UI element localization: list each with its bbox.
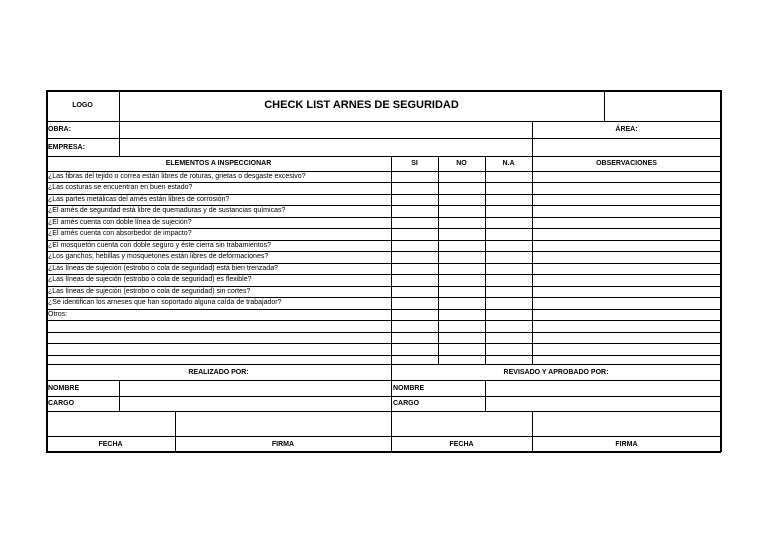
si-cell-13[interactable] — [391, 309, 438, 321]
column-header-no: NO — [456, 160, 467, 167]
observation-cell-13[interactable] — [532, 309, 721, 321]
observation-cell-1[interactable] — [532, 171, 721, 183]
area-label: ÁREA: — [615, 126, 638, 133]
item-text-7: ¿El mosquetón cuenta con doble seguro y éste cierra sin trabamientos? — [48, 242, 271, 250]
nombre-field-right[interactable] — [485, 380, 721, 396]
firma-label-left: FIRMA — [271, 440, 295, 448]
na-cell-6[interactable] — [485, 228, 532, 240]
no-cell-13[interactable] — [438, 309, 485, 321]
si-cell-4[interactable] — [391, 205, 438, 217]
obra-field[interactable] — [119, 121, 532, 138]
si-cell-6[interactable] — [391, 228, 438, 240]
na-cell-13[interactable] — [485, 309, 532, 321]
grid-line — [46, 343, 721, 344]
firma-label-right: FIRMA — [615, 440, 638, 448]
observation-cell-12[interactable] — [532, 297, 721, 309]
logo-placeholder: LOGO — [72, 102, 93, 109]
item-text-12: ¿Se identifican los arneses que han soportado alguna caída de trabajador? — [48, 299, 282, 307]
observation-cell-10[interactable] — [532, 274, 721, 286]
na-cell-9[interactable] — [485, 263, 532, 275]
item-text-2: ¿Las costuras se encuentran en buen estado? — [48, 184, 193, 192]
si-cell-2[interactable] — [391, 182, 438, 194]
observation-cell-5[interactable] — [532, 217, 721, 229]
observation-cell-11[interactable] — [532, 286, 721, 298]
si-cell-10[interactable] — [391, 274, 438, 286]
item-text-3: ¿Las partes metálicas del arnés están libres de corrosión? — [48, 196, 230, 204]
observation-cell-3[interactable] — [532, 194, 721, 206]
no-cell-6[interactable] — [438, 228, 485, 240]
nombre-field-left[interactable] — [119, 380, 391, 396]
no-cell-12[interactable] — [438, 297, 485, 309]
firma-box-left[interactable] — [175, 411, 391, 436]
fecha-box-right[interactable] — [391, 411, 532, 436]
si-cell-9[interactable] — [391, 263, 438, 275]
firma-box-right[interactable] — [532, 411, 721, 436]
item-text-1: ¿Las fibras del tejido o correa están libres de roturas, grietas o desgaste excesivo? — [48, 173, 306, 181]
empresa-field[interactable] — [119, 138, 532, 156]
observation-cell-7[interactable] — [532, 240, 721, 252]
item-text-10: ¿Las líneas de sujeción (estrobo o cola de seguridad) es flexible? — [48, 276, 252, 284]
no-cell-5[interactable] — [438, 217, 485, 229]
grid-line — [46, 332, 721, 333]
no-cell-2[interactable] — [438, 182, 485, 194]
no-cell-9[interactable] — [438, 263, 485, 275]
na-cell-3[interactable] — [485, 194, 532, 206]
na-cell-5[interactable] — [485, 217, 532, 229]
cargo-label-right: CARGO — [393, 400, 420, 407]
no-cell-1[interactable] — [438, 171, 485, 183]
column-header-si: SI — [411, 160, 418, 167]
na-cell-7[interactable] — [485, 240, 532, 252]
si-cell-1[interactable] — [391, 171, 438, 183]
nombre-label-left: NOMBRE — [48, 384, 80, 392]
column-header-na: N.A — [502, 160, 515, 167]
no-cell-4[interactable] — [438, 205, 485, 217]
no-cell-7[interactable] — [438, 240, 485, 252]
column-header-observations: OBSERVACIONES — [596, 160, 657, 167]
column-header-elements: ELEMENTOS A INSPECCIONAR — [165, 160, 272, 167]
si-cell-8[interactable] — [391, 251, 438, 263]
fecha-label-right: FECHA — [449, 440, 474, 448]
fecha-label-left: FECHA — [98, 440, 123, 448]
no-cell-10[interactable] — [438, 274, 485, 286]
item-text-11: ¿Las líneas de sujeción (estrobo o cola de seguridad) sin cortes? — [48, 288, 251, 296]
empresa-label: EMPRESA: — [48, 143, 85, 151]
cargo-field-right[interactable] — [485, 396, 721, 411]
si-cell-11[interactable] — [391, 286, 438, 298]
na-cell-11[interactable] — [485, 286, 532, 298]
si-cell-12[interactable] — [391, 297, 438, 309]
item-text-4: ¿El arnés de seguridad está libre de quemaduras y de sustancias químicas? — [48, 207, 286, 215]
cargo-field-left[interactable] — [119, 396, 391, 411]
na-cell-1[interactable] — [485, 171, 532, 183]
item-text-13: Otros: — [48, 311, 68, 319]
revisado-por-label: REVISADO Y APROBADO POR: — [503, 368, 609, 376]
na-cell-12[interactable] — [485, 297, 532, 309]
observation-cell-9[interactable] — [532, 263, 721, 275]
na-cell-4[interactable] — [485, 205, 532, 217]
grid-line — [46, 355, 721, 356]
grid-line — [604, 90, 605, 121]
si-cell-7[interactable] — [391, 240, 438, 252]
na-cell-2[interactable] — [485, 182, 532, 194]
document-title: CHECK LIST ARNES DE SEGURIDAD — [264, 99, 459, 111]
realizado-por-label: REALIZADO POR: — [188, 368, 249, 376]
checklist-sheet — [46, 90, 721, 452]
item-text-5: ¿El arnés cuenta con doble línea de sujeción? — [48, 219, 192, 227]
no-cell-3[interactable] — [438, 194, 485, 206]
no-cell-8[interactable] — [438, 251, 485, 263]
observation-cell-2[interactable] — [532, 182, 721, 194]
na-cell-10[interactable] — [485, 274, 532, 286]
na-cell-8[interactable] — [485, 251, 532, 263]
si-cell-5[interactable] — [391, 217, 438, 229]
nombre-label-right: NOMBRE — [393, 384, 425, 392]
observation-cell-8[interactable] — [532, 251, 721, 263]
cargo-label-left: CARGO — [48, 400, 75, 407]
si-cell-3[interactable] — [391, 194, 438, 206]
item-text-6: ¿El arnés cuenta con absorbedor de impacto? — [48, 230, 192, 238]
observation-cell-6[interactable] — [532, 228, 721, 240]
item-text-9: ¿Las líneas de sujeción (estrobo o cola de seguridad) está bien trenzada? — [48, 265, 278, 273]
fecha-box-left[interactable] — [46, 411, 175, 436]
no-cell-11[interactable] — [438, 286, 485, 298]
observation-cell-4[interactable] — [532, 205, 721, 217]
obra-label: OBRA: — [48, 126, 71, 133]
item-text-8: ¿Los ganchos, hebillas y mosquetones están libres de deformaciones? — [48, 253, 269, 261]
